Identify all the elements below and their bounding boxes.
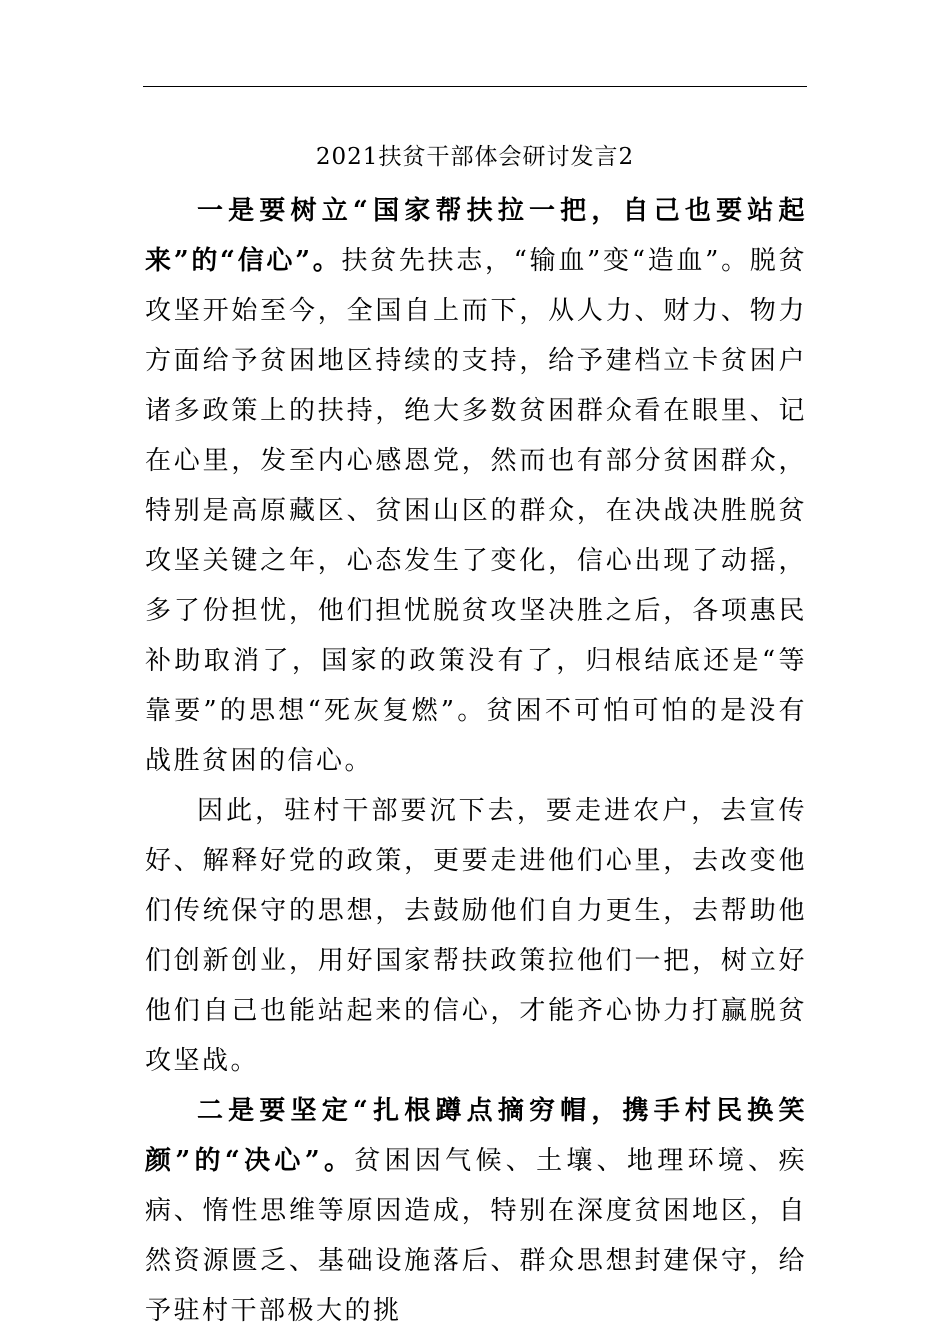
document-body	[145, 186, 807, 1336]
paragraph-1-heading: 一是要树立“国家帮扶拉一把，自己也要站起来”的“信心”。	[145, 196, 807, 276]
paragraph-3-heading: 二是要坚定“扎根蹲点摘穷帽，携手村民换笑颜”的“决心”。	[145, 1096, 807, 1176]
paragraph-1	[145, 186, 807, 786]
paragraph-1-text: 扶贫先扶志，“输血”变“造血”。脱贫攻坚开始至今，全国自上而下，从人力、财力、物力方面给予贫困地区持续的支持，给予建档立卡贫困户诸多政策上的扶持，绝大多数贫困群众看在眼里、记在心里，发至内心感恩党，然而也有部分贫困群众，特别是高原藏区、贫困山区的群众，在决战决胜脱贫攻坚关键之年，心态发生了变化，信心出现了动摇，多了份担忧，他们担忧脱贫攻坚决胜之后，各项惠民补助取消了，国家的政策没有了，归根结底还是“等靠要”的思想“死灰复燃”。贫困不可怕可怕的是没有战胜贫困的信心。	[145, 246, 807, 776]
header-rule	[143, 86, 807, 87]
paragraph-2	[145, 786, 807, 1086]
paragraph-3-text: 贫困因气候、土壤、地理环境、疾病、惰性思维等原因造成，特别在深度贫困地区，自然资源匮乏、基础设施落后、群众思想封建保守，给予驻村干部极大的挑	[145, 1146, 807, 1326]
paragraph-2-text: 因此，驻村干部要沉下去，要走进农户，去宣传好、解释好党的政策，更要走进他们心里，去改变他们传统保守的思想，去鼓励他们自力更生，去帮助他们创新创业，用好国家帮扶政策拉他们一把，树立好他们自己也能站起来的信心，才能齐心协力打赢脱贫攻坚战。	[145, 796, 807, 1076]
paragraph-3	[145, 1086, 807, 1336]
document-title: 2021扶贫干部体会研讨发言2	[315, 144, 635, 170]
